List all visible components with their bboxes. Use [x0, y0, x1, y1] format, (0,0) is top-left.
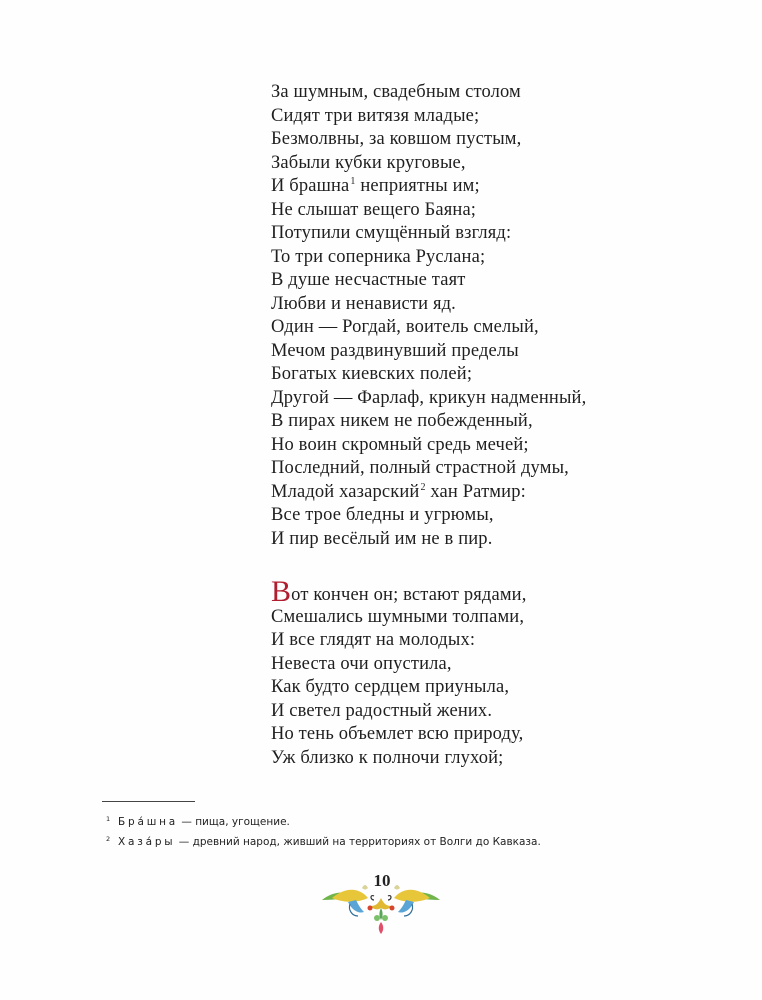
verse-line: Безмолвны, за ковшом пустым,: [271, 129, 522, 149]
footnote-ref-2[interactable]: 2: [420, 481, 426, 493]
footnote-1: [106, 812, 541, 832]
drop-cap: В: [271, 575, 292, 608]
verse-line: [271, 175, 586, 199]
verse-line: Богатых киевских полей;: [271, 364, 473, 384]
verse-line: Все трое бледны и угрюмы,: [271, 505, 494, 525]
verse-line: Любви и ненависти яд.: [271, 293, 456, 314]
verse-line: Другой — Фарлаф, крикун надменный,: [271, 387, 587, 408]
verse-line: Потупили смущённый взгляд:: [271, 223, 512, 243]
verse-line: Но тень объемлет всю природу,: [271, 724, 524, 744]
verse-text: неприятны им;: [355, 176, 480, 196]
verse-line: И пир весёлый им не в пир.: [271, 528, 493, 549]
verse-line: Уж близко к полночи глухой;: [271, 747, 504, 768]
verse-line: Мечом раздвинувший пределы: [271, 340, 519, 361]
verse-text: И брашна: [271, 176, 350, 196]
verse-line: Забыли кубки круговые,: [271, 152, 466, 173]
stanza-1: [271, 81, 586, 551]
footnotes: [106, 812, 541, 852]
page-number: 10: [373, 871, 391, 890]
footnote-term: Хаза́ры: [118, 836, 176, 848]
verse-line: И светел радостный жених.: [271, 700, 493, 721]
footnote-definition: — пища, угощение.: [178, 816, 290, 828]
verse-line: Но воин скромный средь мечей;: [271, 434, 529, 455]
verse-line: Как будто сердцем приуныла,: [271, 677, 510, 697]
verse-line: Один — Рогдай, воитель смелый,: [271, 317, 539, 337]
verse-line: Смешались шумными толпами,: [271, 606, 525, 627]
footnote-definition: — древний народ, живший на территориях от Волги до Кавказа.: [175, 836, 541, 848]
verse-line: То три соперника Руслана;: [271, 246, 486, 267]
verse-line: [271, 575, 527, 608]
verse-line: В душе несчастные таят: [271, 270, 466, 290]
stanza-2: [271, 575, 527, 770]
footnote-number: 1: [106, 815, 111, 823]
verse-text: Младой хазарский: [271, 481, 420, 502]
verse-text: от кончен он; встают рядами,: [291, 585, 527, 605]
footnote-number: 2: [106, 835, 111, 843]
footnote-term: Бра́шна: [118, 816, 179, 828]
footnote-ref-1[interactable]: 1: [350, 176, 356, 187]
verse-line: Сидят три витязя младые;: [271, 105, 480, 126]
footnote-divider: [102, 801, 195, 802]
verse-line: Не слышат вещего Баяна;: [271, 199, 477, 220]
footnote-2: [106, 832, 541, 852]
verse-line: В пирах никем не побежденный,: [271, 411, 533, 431]
verse-line: Невеста очи опустила,: [271, 653, 452, 674]
verse-line: За шумным, свадебным столом: [271, 82, 521, 102]
verse-line: И все глядят на молодых:: [271, 630, 476, 650]
verse-line: Последний, полный страстной думы,: [271, 458, 569, 478]
verse-text: хан Ратмир:: [425, 481, 526, 502]
verse-line: [271, 481, 586, 505]
